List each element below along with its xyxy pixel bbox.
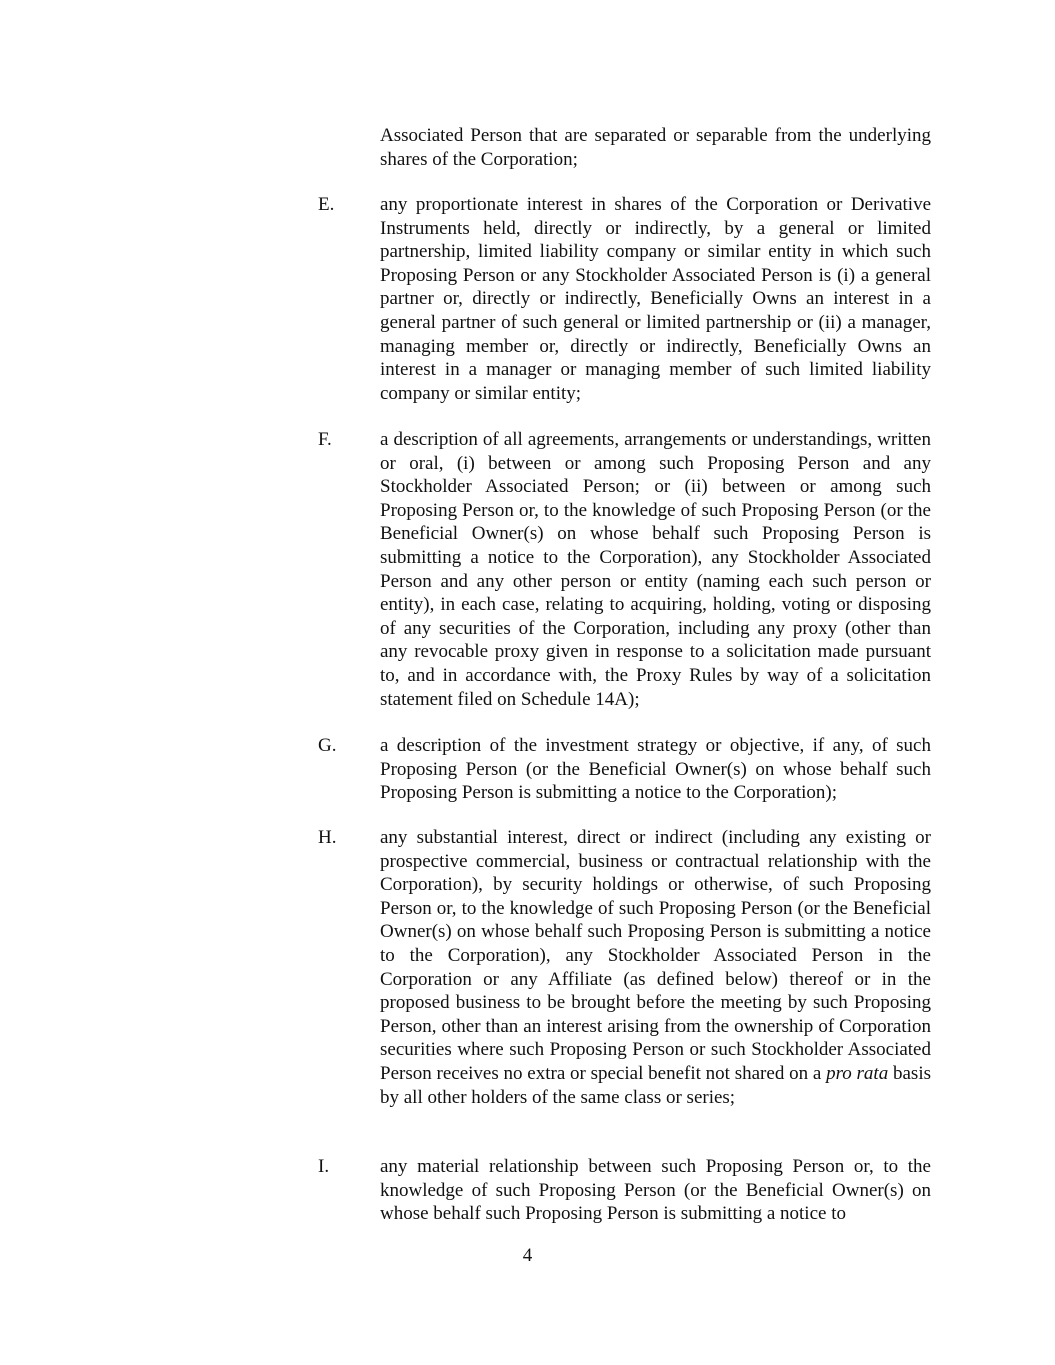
continuation-paragraph: Associated Person that are separated or separable from the underlying shares of the Corporation; (380, 125, 931, 170)
item-text-part: basis by all other holders of the same class or series; (380, 1062, 931, 1108)
item-text: a description of all agreements, arrangements or understandings, written or oral, (i) between or among such Proposing Person and any Stockholder Associated Person; or (ii) between or among such Proposing Person or, to the knowledge of such Proposing Person (or the Beneficial Owner(s) on whose behalf such Proposing Person is submitting a notice to the Corporation), any Stockholder Associated Person and any other person or entity (naming each such person or entity), in each case, relating to acquiring, holding, voting or disposing of any securities of the Corporation, including any proxy (other than any revocable proxy given in response to a solicitation made pursuant to, and in accordance with, the Proxy Rules by way of a solicitation statement filed on Schedule 14A); (380, 429, 931, 710)
list-item-f (318, 428, 931, 711)
item-text: any material relationship between such Proposing Person or, to the knowledge of such Proposing Person (or the Beneficial Owner(s) on whose behalf such Proposing Person is submitting a notice to (380, 1156, 931, 1225)
item-letter: I. (318, 1156, 330, 1177)
list-item-h (318, 826, 931, 1109)
item-text: any proportionate interest in shares of the Corporation or Derivative Instruments held, directly or indirectly, by a general or limited partnership, limited liability company or similar entity in which such Proposing Person or any Stockholder Associated Person is (i) a general partner or, directly or indirectly, Beneficially Owns an interest in a general partner of such general or limited partnership or (ii) a manager, managing member or, directly or indirectly, Beneficially Owns an interest in a manager or managing member of such limited liability company or similar entity; (380, 194, 931, 404)
item-letter: E. (318, 194, 335, 215)
item-letter: H. (318, 827, 337, 848)
item-text (380, 826, 931, 1109)
item-letter: F. (318, 429, 332, 450)
page-number: 4 (522, 1245, 533, 1266)
item-letter: G. (318, 735, 337, 756)
list-item-e (318, 193, 931, 405)
list-item-g (318, 734, 931, 805)
item-text-part: any substantial interest, direct or indirect (including any existing or prospective commercial, business or contractual relationship with the Corporation), by security holdings or otherwise, of such Proposing Person or, to the knowledge of such Proposing Person (or the Beneficial Owner(s) on whose behalf such Proposing Person is submitting a notice to the Corporation), any Stockholder Associated Person in the Corporation or any Affiliate (as defined below) thereof or in the proposed business to be brought before the meeting by such Proposing Person, other than an interest arising from the ownership of Corporation securities where such Proposing Person or such Stockholder Associated Person receives no extra or special benefit not shared on a (380, 827, 931, 1084)
item-text: a description of the investment strategy or objective, if any, of such Proposing Person (or the Beneficial Owner(s) on whose behalf such Proposing Person is submitting a notice to the Corporation); (380, 735, 931, 804)
list-item-i (318, 1155, 931, 1231)
italic-term: pro rata (826, 1062, 889, 1084)
